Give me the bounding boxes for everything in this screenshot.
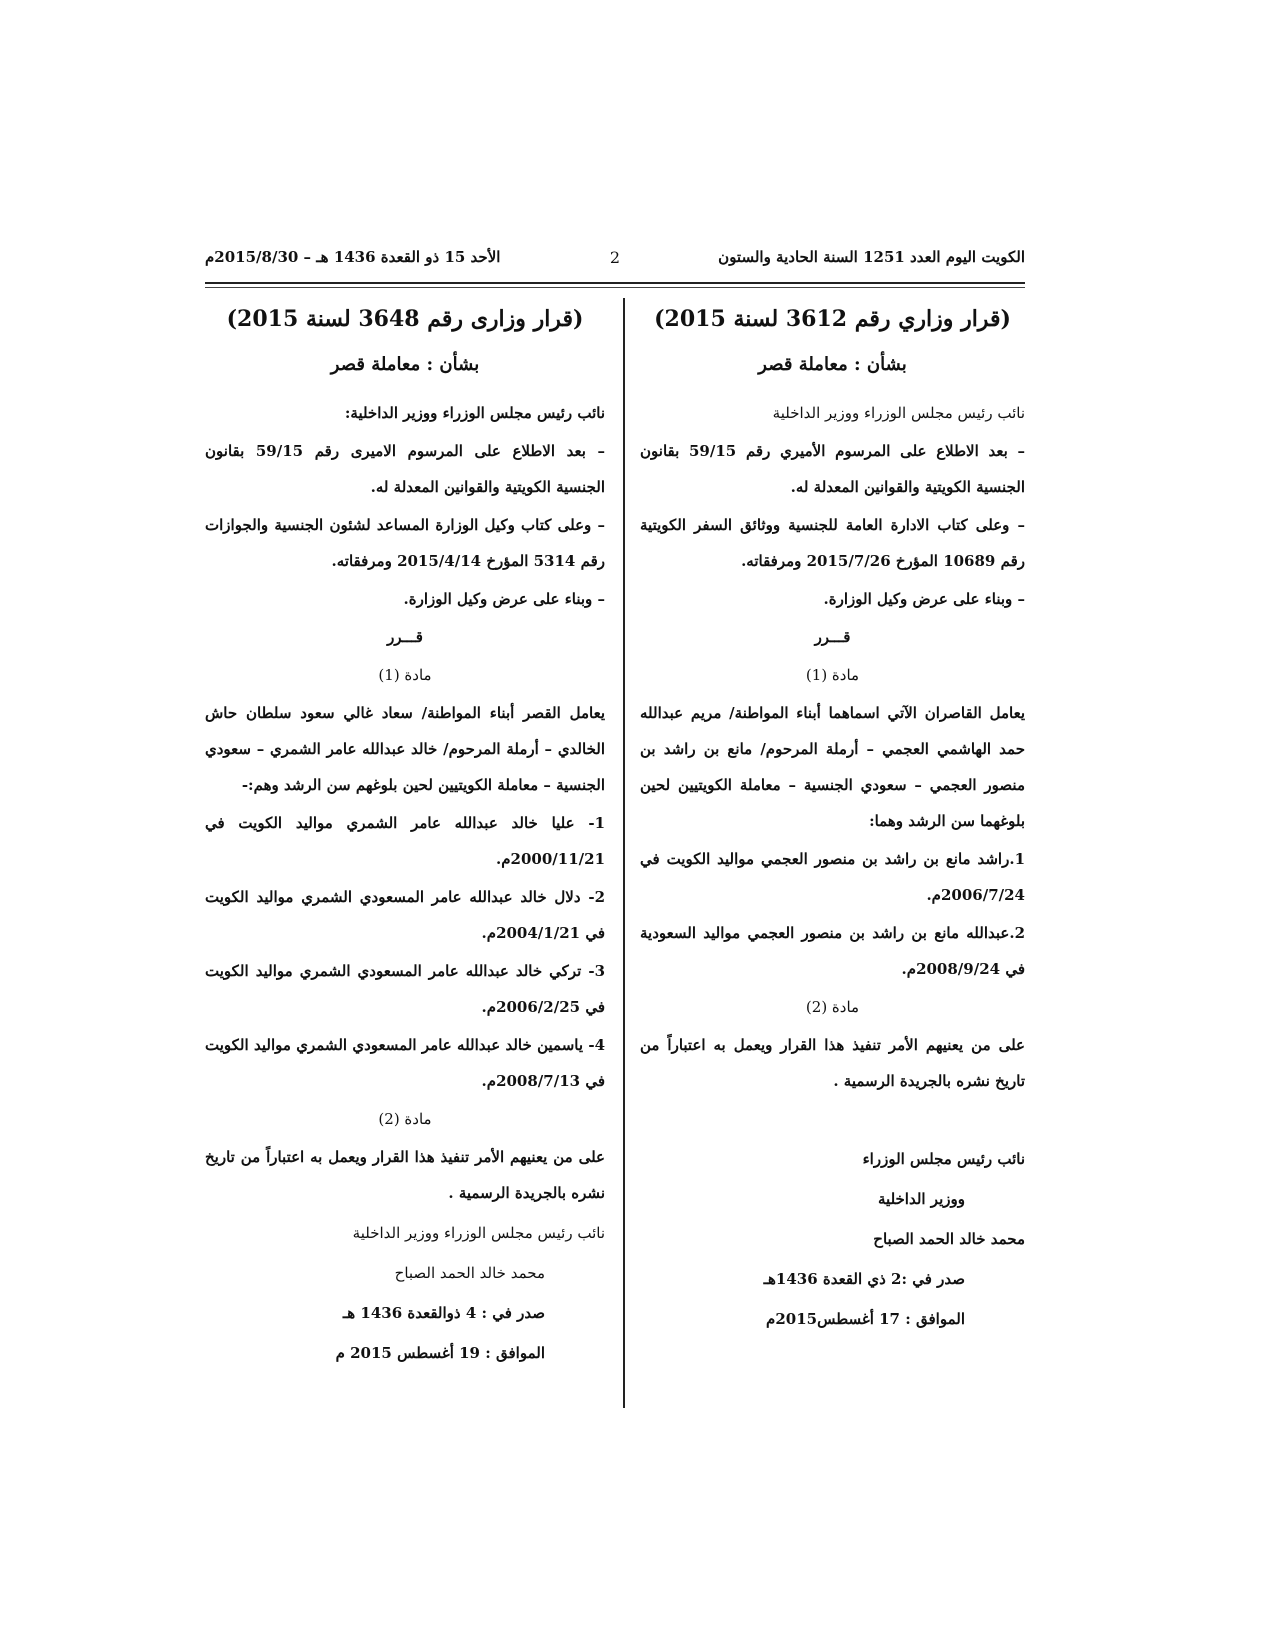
article-1-label: مادة (1) (378, 666, 432, 684)
header-issue-info: الكويت اليوم العدد 1251 السنة الحادية والستون (718, 248, 1025, 266)
signatory-title-2: ووزير الداخلية (878, 1190, 965, 1208)
column-divider (623, 298, 625, 1408)
minor-item-2: 2- دلال خالد عبدالله عامر المسعودي الشمري مواليد الكويت في 2004/1/21م. (205, 888, 605, 942)
article-1-text: يعامل القاصران الآتي اسماهما أبناء المواطنة/ مريم عبدالله حمد الهاشمي العجمي – أرملة المرحوم/ مانع بن راشد بن منصور العجمي – سعودي الجنسية – معاملة الكويتيين لحين بلوغهما سن الرشد وهما: (640, 704, 1025, 830)
preamble-proposal: – وبناء على عرض وكيل الوزارة. (403, 590, 605, 608)
decided-heading: قـــرر (387, 628, 423, 646)
signatory-title-1: نائب رئيس مجلس الوزراء (862, 1150, 1025, 1168)
article-1-text: يعامل القصر أبناء المواطنة/ سعاد غالي سعود سلطان حاش الخالدي – أرملة المرحوم/ خالد عبدالله عامر الشمري – سعودي الجنسية – معاملة الكويتيين لحين بلوغهم سن الرشد وهم:- (205, 704, 605, 794)
signatory-name: محمد خالد الحمد الصباح (873, 1230, 1025, 1248)
preamble-letter: – وعلى كتاب الادارة العامة للجنسية ووثائق السفر الكويتية رقم 10689 المؤرخ 2015/7/26 ومرفقاته. (640, 516, 1025, 570)
article-2-label: مادة (2) (378, 1110, 432, 1128)
preamble-proposal: – وبناء على عرض وكيل الوزارة. (823, 590, 1025, 608)
minor-item-3: 3- تركي خالد عبدالله عامر المسعودي الشمري مواليد الكويت في 2006/2/25م. (205, 962, 605, 1016)
authority-line: نائب رئيس مجلس الوزراء ووزير الداخلية: (344, 404, 605, 422)
preamble-decree: – بعد الاطلاع على المرسوم الاميرى رقم 59/15 بقانون الجنسية الكويتية والقوانين المعدلة له. (205, 442, 606, 496)
decided-heading: قـــرر (814, 628, 851, 646)
header-date: الأحد 15 ذو القعدة 1436 هـ – 2015/8/30م (205, 248, 501, 266)
article-2-text: على من يعنيهم الأمر تنفيذ هذا القرار ويعمل به اعتباراً من تاريخ نشره بالجريدة الرسمية . (205, 1148, 605, 1202)
corresponding-date: الموافق : 17 أغسطس2015م (766, 1310, 965, 1328)
minor-item-2: 2.عبدالله مانع بن راشد بن منصور العجمي مواليد السعودية في 2008/9/24م. (640, 924, 1025, 978)
decision-3648-column (205, 300, 605, 1373)
authority-line: نائب رئيس مجلس الوزراء ووزير الداخلية (772, 404, 1025, 422)
decision-subject: بشأن : معاملة قصر (330, 354, 480, 375)
minor-item-4: 4- ياسمين خالد عبدالله عامر المسعودي الشمري مواليد الكويت في 2008/7/13م. (205, 1036, 605, 1090)
decision-subject: بشأن : معاملة قصر (758, 354, 907, 375)
decision-3612-column (640, 300, 1025, 1339)
article-2-label: مادة (2) (805, 998, 860, 1016)
minor-item-1: 1- عليا خالد عبدالله عامر الشمري مواليد الكويت في 2000/11/21م. (205, 814, 605, 868)
header-rule-thin (205, 287, 1025, 288)
decision-title: (قرار وزارى رقم 3648 لسنة 2015) (226, 306, 584, 332)
page-number: 2 (609, 248, 621, 267)
minor-item-1: 1.راشد مانع بن راشد بن منصور العجمي مواليد الكويت في 2006/7/24م. (640, 850, 1025, 904)
issued-date: صدر في :2 ذي القعدة 1436هـ (763, 1270, 965, 1288)
signatory-title: نائب رئيس مجلس الوزراء ووزير الداخلية (352, 1224, 605, 1242)
decision-title: (قرار وزاري رقم 3612 لسنة 2015) (654, 306, 1011, 332)
header-rule-thick (205, 282, 1025, 284)
preamble-letter: – وعلى كتاب وكيل الوزارة المساعد لشئون الجنسية والجوازات رقم 5314 المؤرخ 2015/4/14 ومرفقاته. (205, 516, 605, 570)
signatory-name: محمد خالد الحمد الصباح (394, 1264, 545, 1282)
issued-date: صدر في : 4 ذوالقعدة 1436 هـ (342, 1304, 545, 1322)
preamble-decree: – بعد الاطلاع على المرسوم الأميري رقم 59/15 بقانون الجنسية الكويتية والقوانين المعدلة له. (640, 442, 1026, 496)
corresponding-date: الموافق : 19 أغسطس 2015 م (335, 1344, 545, 1362)
article-1-label: مادة (1) (805, 666, 860, 684)
article-2-text: على من يعنيهم الأمر تنفيذ هذا القرار ويعمل به اعتباراً من تاريخ نشره بالجريدة الرسمية . (640, 1036, 1025, 1090)
page-header (205, 248, 1025, 274)
